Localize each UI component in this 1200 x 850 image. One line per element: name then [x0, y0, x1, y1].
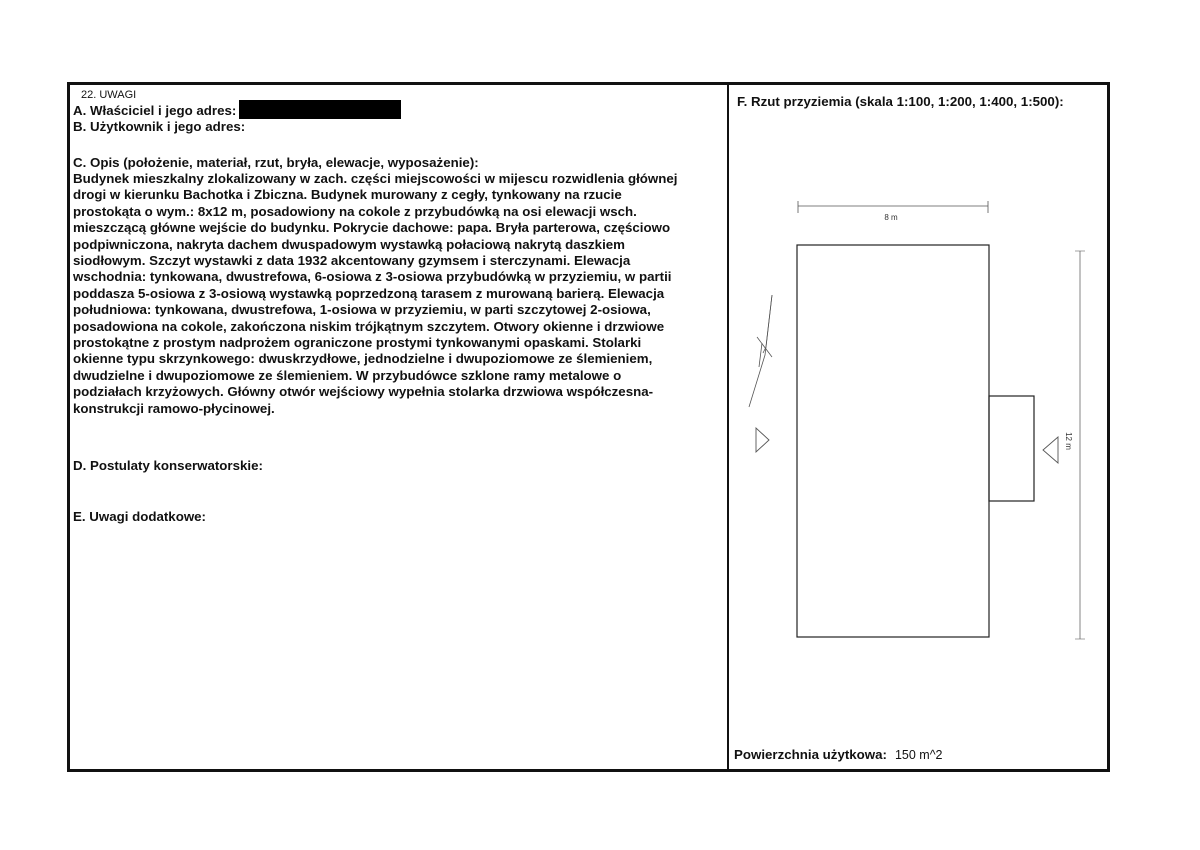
description-line: południowa: tynkowana, dwustrefowa, 1-osiowa w przyziemiu, w parti szczytowej 2-osiowa,: [73, 302, 651, 318]
description-line: posadowiona na cokole, zakończona niskim trójkątnym szczytem. Otwory okienne i drzwiowe: [73, 318, 665, 334]
floor-plan-drawing: [729, 85, 1107, 769]
description-line: podziałach krzyżowych. Główny otwór wejściowy wypełnia stolarka drzwiowa współczesna-: [73, 384, 654, 400]
description-line: prostokątne z prostym nadprożem ograniczone prostymi tynkowanymi opaskami. Stolarki: [73, 335, 642, 351]
description-line: okienne typu skrzynkowego: dwuskrzydłowe, jednodzielne i dwupoziomowe ze ślemieniem,: [73, 351, 653, 367]
description-label: C. Opis (położenie, materiał, rzut, bryła, elewacje, wyposażenie):: [73, 155, 479, 170]
north-arrow-icon: [749, 295, 772, 407]
description-line: poddasza 5-osiowa z 3-osiową wystawką poprzedzoną tarasem z murowaną barierą. Elewacja: [73, 285, 665, 301]
east-entrance-marker-icon: [1043, 437, 1058, 463]
description-line: prostokąta o wym.: 8x12 m, posadowiony na cokole z przybudówką na osi elewacji wsch.: [73, 203, 637, 219]
owner-row: [73, 100, 401, 119]
width-dimension: [798, 201, 988, 222]
description-line: dwudzielne i dwupoziomowe ze ślemieniem. W przybudówce szklone ramy metalowe o: [73, 367, 622, 383]
description-line: drogi w kierunku Bachotka i Zbiczna. Budynek murowany z cegły, tynkowany na rzucie: [73, 187, 622, 203]
owner-label: A. Właściciel i jego adres:: [73, 103, 237, 118]
description-line: wschodnia: tynkowana, dwustrefowa, 6-osiowa z 3-osiowa przybudówką w przyziemiu, w partii: [73, 269, 672, 285]
usable-area-row: [734, 747, 943, 762]
inventory-card-sheet: [67, 82, 1110, 772]
width-dimension-label: 8 m: [884, 213, 898, 222]
description-line: Budynek mieszkalny zlokalizowany w zach. części miejscowości w mijescu rozwidlenia głównej: [73, 171, 678, 186]
postulates-label: D. Postulaty konserwatorskie:: [73, 458, 263, 473]
user-label: B. Użytkownik i jego adres:: [73, 119, 246, 134]
usable-area-value: 150 m^2: [894, 748, 943, 762]
description-line: mieszczącą główne wejście do budynku. Pokrycie dachowe: papa. Bryła parterowa, częściowo: [73, 220, 671, 236]
usable-area-label: Powierzchnia użytkowa:: [734, 747, 887, 762]
remarks-label: E. Uwagi dodatkowe:: [73, 509, 206, 524]
redacted-owner-address: [239, 100, 401, 119]
west-entrance-marker-icon: [756, 428, 769, 452]
description-line: podpiwniczona, nakryta dachem dwuspadowym wystawką połaciową nakrytą daszkiem: [73, 236, 625, 252]
floor-plan-panel: [729, 85, 1107, 769]
description-line: konstrukcji ramowo-płycinowej.: [73, 400, 275, 416]
description-line: siodłowym. Szczyt wystawki z data 1932 akcentowany gzymsem i sterczynami. Elewacja: [73, 253, 631, 269]
main-building-outline: [797, 245, 989, 637]
section-number: 22. UWAGI: [81, 89, 137, 101]
plan-title: F. Rzut przyziemia (skala 1:100, 1:200, 1:400, 1:500):: [737, 94, 1064, 109]
length-dimension-label: 12 m: [1064, 432, 1073, 450]
annex-outline: [989, 396, 1034, 501]
description-text: [73, 171, 723, 417]
length-dimension: [1064, 251, 1085, 639]
remarks-panel: [70, 85, 729, 769]
